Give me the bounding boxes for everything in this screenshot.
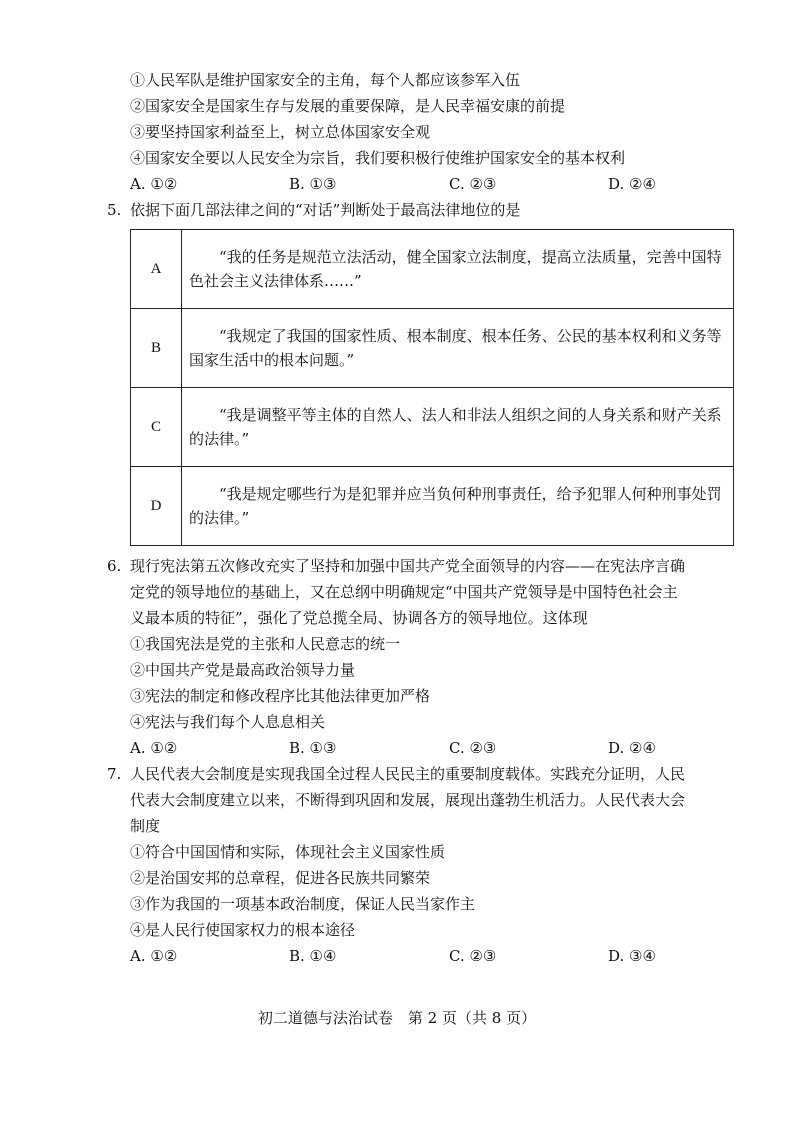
table-row [131, 309, 734, 388]
q5-row-b-label: B [131, 309, 182, 388]
q4-statement-2: ②国家安全是国家生存与发展的重要保障，是人民幸福安康的前提 [130, 97, 566, 115]
q5-row-d-text: “我是规定哪些行为是犯罪并应当负何种刑事责任，给予犯罪人何种刑事处罚的法律。” [182, 467, 734, 546]
q4-option-a[interactable]: A. ①② [130, 175, 178, 193]
q7-statement-2: ②是治国安邦的总章程，促进各民族共同繁荣 [130, 869, 431, 887]
q5-row-a-label: A [131, 230, 182, 309]
q5-row-c-label: C [131, 388, 182, 467]
q7-number: 7. [107, 765, 122, 783]
q7-option-b[interactable]: B. ①④ [289, 947, 337, 965]
q5-row-d-label: D [131, 467, 182, 546]
q6-statement-3: ③宪法的制定和修改程序比其他法律更加严格 [130, 687, 431, 705]
q6-option-d[interactable]: D. ②④ [608, 739, 656, 757]
q6-statement-4: ④宪法与我们每个人息息相关 [130, 713, 326, 731]
q7-option-c[interactable]: C. ②③ [449, 947, 497, 965]
table-row [131, 388, 734, 467]
q7-statement-3: ③作为我国的一项基本政治制度，保证人民当家作主 [130, 895, 476, 913]
page-footer: 初二道德与法治试卷 第 2 页（共 8 页） [257, 1009, 537, 1027]
table-row [131, 467, 734, 546]
q5-law-table [130, 229, 734, 546]
q6-stem-line-2: 定党的领导地位的基础上，又在总纲中明确规定“中国共产党领导是中国特色社会主 [130, 583, 678, 601]
q4-option-c[interactable]: C. ②③ [449, 175, 497, 193]
q6-option-c[interactable]: C. ②③ [449, 739, 497, 757]
q6-option-b[interactable]: B. ①③ [289, 739, 337, 757]
q6-stem-line-3: 义最本质的特征”，强化了党总揽全局、协调各方的领导地位。这体现 [130, 609, 588, 627]
q7-stem-line-1: 人民代表大会制度是实现我国全过程人民民主的重要制度载体。实践充分证明，人民 [130, 765, 686, 783]
q5-row-b-text: “我规定了我国的国家性质、根本制度、根本任务、公民的基本权利和义务等国家生活中的根本问题。” [182, 309, 734, 388]
q4-option-b[interactable]: B. ①③ [289, 175, 337, 193]
q6-statement-1: ①我国宪法是党的主张和人民意志的统一 [130, 635, 401, 653]
q4-statement-4: ④国家安全要以人民安全为宗旨，我们要积极行使维护国家安全的基本权利 [130, 149, 626, 167]
q5-number: 5. [107, 201, 122, 219]
q7-option-a[interactable]: A. ①② [130, 947, 178, 965]
q7-statement-4: ④是人民行使国家权力的根本途径 [130, 921, 356, 939]
q5-row-c-text: “我是调整平等主体的自然人、法人和非法人组织之间的人身关系和财产关系的法律。” [182, 388, 734, 467]
q6-number: 6. [107, 557, 122, 575]
q7-stem-line-2: 代表大会制度建立以来，不断得到巩固和发展，展现出蓬勃生机活力。人民代表大会 [130, 791, 686, 809]
q7-option-d[interactable]: D. ③④ [608, 947, 656, 965]
q6-option-a[interactable]: A. ①② [130, 739, 178, 757]
q7-statement-1: ①符合中国国情和实际，体现社会主义国家性质 [130, 843, 446, 861]
q4-statement-3: ③要坚持国家利益至上，树立总体国家安全观 [130, 123, 431, 141]
q5-stem: 依据下面几部法律之间的“对话”判断处于最高法律地位的是 [130, 201, 521, 219]
table-row [131, 230, 734, 309]
q6-statement-2: ②中国共产党是最高政治领导力量 [130, 661, 356, 679]
q7-stem-line-3: 制度 [130, 817, 161, 835]
q5-row-a-text: “我的任务是规范立法活动，健全国家立法制度，提高立法质量，完善中国特色社会主义法律体系……” [182, 230, 734, 309]
q4-option-d[interactable]: D. ②④ [608, 175, 656, 193]
q6-stem-line-1: 现行宪法第五次修改充实了坚持和加强中国共产党全面领导的内容——在宪法序言确 [130, 557, 686, 575]
q4-statement-1: ①人民军队是维护国家安全的主角，每个人都应该参军入伍 [130, 71, 521, 89]
